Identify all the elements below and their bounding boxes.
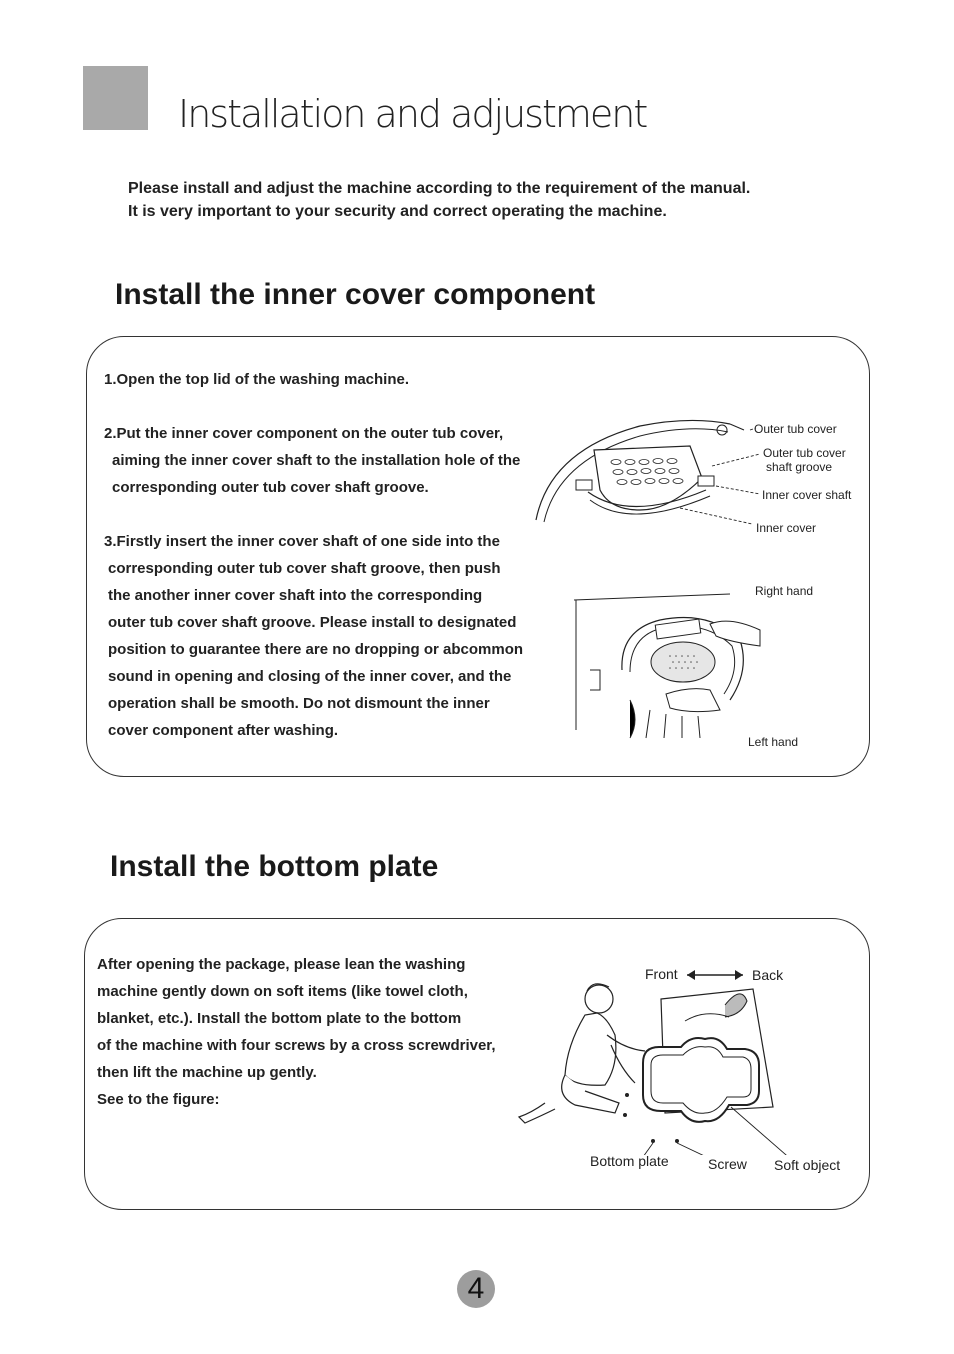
bottom-plate-text: See to the figure:: [97, 1091, 220, 1108]
page-title: Installation and adjustment: [178, 92, 647, 136]
section-title-inner-cover: Install the inner cover component: [115, 278, 596, 311]
label-outer-tub-cover: Outer tub cover: [754, 422, 837, 436]
bottom-plate-text: blanket, etc.). Install the bottom plate to the bottom: [97, 1010, 462, 1027]
label-bottom-plate: Bottom plate: [590, 1153, 669, 1169]
label-right-hand: Right hand: [755, 584, 814, 598]
label-left-hand: Left hand: [748, 735, 799, 749]
step-text: 3.Firstly insert the inner cover shaft of one side into the: [104, 533, 500, 550]
intro-line: It is very important to your security and correct operating the machine.: [128, 203, 667, 220]
label-inner-cover: Inner cover: [756, 521, 817, 535]
bottom-plate-illustration: [515, 965, 845, 1155]
label-inner-cover-shaft: Inner cover shaft: [762, 488, 852, 502]
bottom-plate-text: of the machine with four screws by a cross screwdriver,: [97, 1037, 496, 1054]
step-text: cover component after washing.: [108, 722, 339, 739]
step-text: sound in opening and closing of the inner cover, and the: [108, 668, 512, 685]
label-back: Back: [752, 967, 784, 983]
label-screw: Screw: [708, 1156, 747, 1172]
intro-line: Please install and adjust the machine according to the requirement of the manual.: [128, 180, 751, 197]
hands-illustration: [570, 590, 770, 740]
step-text: position to guarantee there are no dropping or abcommon: [108, 641, 524, 658]
step-text: the another inner cover shaft into the corresponding: [108, 587, 483, 604]
step-text: 1.Open the top lid of the washing machine.: [104, 371, 410, 388]
step-text: 2.Put the inner cover component on the outer tub cover,: [104, 425, 504, 442]
step-text: corresponding outer tub cover shaft groove.: [112, 479, 429, 496]
section-title-bottom-plate: Install the bottom plate: [110, 850, 439, 883]
step-text: outer tub cover shaft groove. Please install to designated: [108, 614, 517, 631]
inner-cover-illustration: [530, 410, 770, 530]
bottom-plate-text: After opening the package, please lean the washing: [97, 956, 466, 973]
label-shaft-groove: Outer tub cover: [763, 446, 846, 460]
label-front: Front: [645, 966, 678, 982]
label-shaft-groove-line2: shaft groove: [766, 460, 833, 474]
bottom-plate-text: machine gently down on soft items (like towel cloth,: [97, 983, 468, 1000]
page-number: 4: [467, 1272, 485, 1305]
label-soft-object: Soft object: [774, 1157, 841, 1173]
step-text: operation shall be smooth. Do not dismount the inner: [108, 695, 490, 712]
header-block: [83, 66, 148, 130]
step-text: corresponding outer tub cover shaft groove, then push: [108, 560, 501, 577]
bottom-plate-text: then lift the machine up gently.: [97, 1064, 317, 1081]
step-text: aiming the inner cover shaft to the installation hole of the: [112, 452, 521, 469]
